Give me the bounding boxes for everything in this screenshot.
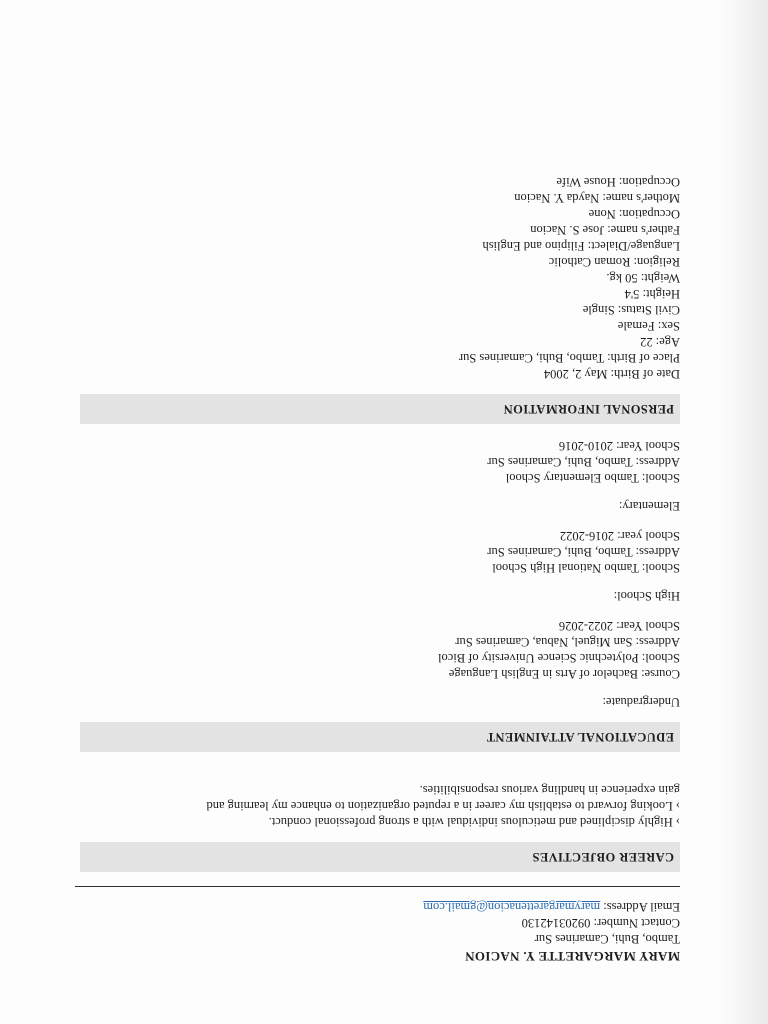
education-highschool	[80, 528, 680, 604]
father-name: Father's name: Jose S. Nacion	[530, 223, 680, 237]
contact-number	[80, 915, 680, 931]
education-level-label: High School:	[613, 589, 680, 603]
sex: Sex: Female	[617, 319, 680, 333]
objective-item: › Highly disciplined and meticulous individual with a strong professional conduct.	[268, 815, 680, 829]
father-occupation: Occupation: None	[588, 207, 680, 221]
education-school: School: Polytechnic Science University of Bicol	[438, 651, 680, 665]
objective-item: › Looking forward to establish my career in a reputed organization to enhance my learning and	[206, 799, 680, 813]
career-objectives-body	[85, 782, 680, 830]
career-objectives-heading: CAREER OBJECTIVES	[80, 842, 680, 872]
education-year: School Year: 2010-2016	[558, 439, 680, 453]
education-elementary	[80, 438, 680, 514]
header-divider	[75, 886, 680, 887]
education-year: School year: 2016-2022	[559, 529, 680, 543]
objective-item-continued: gain experience in handling various responsibilities.	[419, 783, 680, 797]
contact-value: 09203142130	[521, 916, 591, 930]
personal-info-heading: PERSONAL INFORMATION	[80, 394, 680, 424]
resume-content	[80, 174, 680, 964]
education-school: School: Tambo National High School	[492, 561, 680, 575]
email-address	[80, 899, 680, 915]
education-address: Address: Tambo, Buhi, Camarines Sur	[487, 545, 680, 559]
education-school: School: Tambo Elementary School	[505, 471, 680, 485]
place-of-birth: Place of Birth: Tambo, Buhi, Camarines Sur	[458, 351, 680, 365]
language-dialect: Language/Dialect: Filipino and English	[482, 239, 680, 253]
weight: Weight: 50 kg.	[606, 271, 680, 285]
email-link[interactable]: marymargarettenacion@gmail.com	[423, 900, 601, 914]
date-of-birth: Date of Birth: May 2, 2004	[543, 367, 680, 381]
education-address: Address: San Miguel, Nabua, Camarines Sur	[455, 635, 680, 649]
education-undergraduate	[80, 618, 680, 710]
email-label: Email Address:	[603, 900, 680, 914]
education-course: Course: Bachelor of Arts in English Language	[448, 667, 680, 681]
mother-occupation: Occupation: House Wife	[556, 175, 680, 189]
age: Age: 22	[640, 335, 680, 349]
contact-label: Contact Number:	[593, 916, 680, 930]
education-address: Address: Tambo, Buhi, Camarines Sur	[487, 455, 680, 469]
civil-status: Civil Status: Single	[582, 303, 680, 317]
applicant-address: Tambo, Buhi, Camarines Sur	[534, 932, 680, 946]
education-level-label: Undergraduate:	[602, 695, 680, 709]
applicant-name: MARY MARGARETTE Y. NACION	[464, 949, 680, 964]
education-level-label: Elementary:	[618, 499, 680, 513]
page-edge-shadow	[716, 0, 768, 1024]
personal-info-body	[80, 174, 680, 382]
resume-header	[80, 899, 680, 964]
education-heading: EDUCATIONAL ATTAINMENT	[80, 722, 680, 752]
height: Height: 5'4	[624, 287, 680, 301]
education-year: School Year: 2022-2026	[558, 619, 680, 633]
mother-name: Mother's name: Nayda Y. Nacion	[514, 191, 680, 205]
religion: Religion: Roman Catholic	[548, 255, 680, 269]
